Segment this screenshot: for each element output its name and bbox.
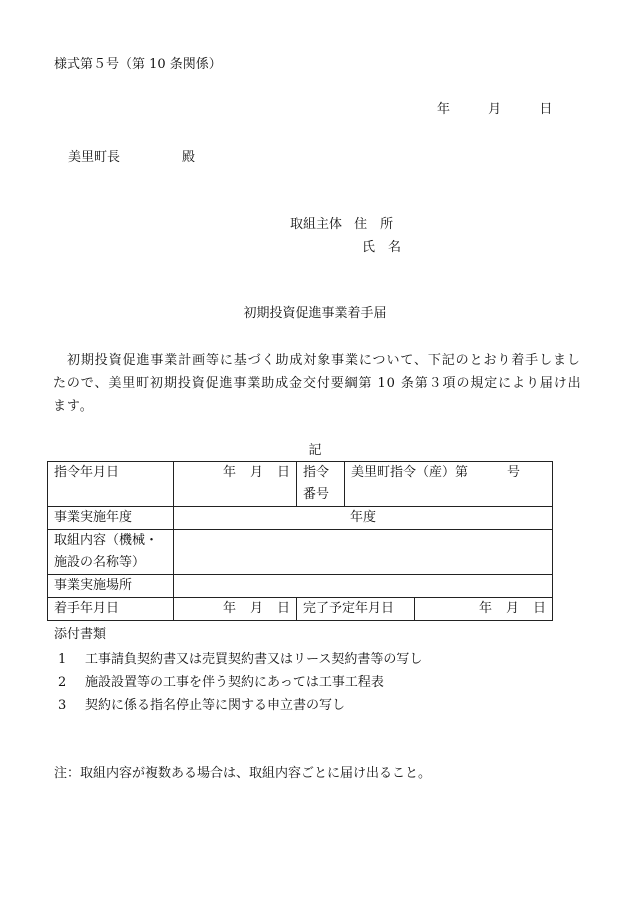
location-label: 事業実施場所 [48, 575, 174, 598]
date-month: 月 [488, 102, 502, 117]
directive-date-label: 指令年月日 [48, 462, 174, 507]
date-day: 日 [539, 102, 553, 117]
fiscal-year-label: 事業実施年度 [48, 507, 174, 530]
fiscal-year-value[interactable]: 年度 [174, 507, 553, 530]
footnote: 注：取組内容が複数ある場合は、取組内容ごとに届け出ること。 [54, 766, 432, 781]
attachments-heading: 添付書類 [54, 627, 107, 642]
applicant-entity: 取組主体 [290, 217, 343, 232]
table-row [48, 530, 553, 575]
table-row [48, 507, 553, 530]
list-item: 3 契約に係る指名停止等に関する申立書の写し [58, 698, 346, 713]
addressee-honorific: 殿 [182, 150, 196, 165]
start-date-label: 着手年月日 [48, 598, 174, 621]
addressee [68, 150, 195, 166]
start-date-value[interactable]: 年 月 日 [174, 598, 297, 621]
table-row [48, 462, 553, 507]
table-row [48, 575, 553, 598]
applicant-name-label: 氏 名 [362, 240, 402, 255]
body-paragraph: 初期投資促進事業計画等に基づく助成対象事業について、下記のとおり着手しましたので、美里町初期投資促進事業助成金交付要綱第 10 条第３項の規定により届け出ます。 [53, 353, 582, 414]
content-value[interactable] [174, 530, 553, 575]
form-number: 様式第５号（第 10 条関係） [54, 57, 222, 72]
ki-heading: 記 [308, 443, 322, 458]
directive-date-value[interactable]: 年 月 日 [174, 462, 297, 507]
details-table [47, 461, 553, 621]
directive-no-label: 指令 番号 [297, 462, 345, 507]
list-item: 1 工事請負契約書又は売買契約書又はリース契約書等の写し [58, 652, 423, 667]
content-label: 取組内容（機械・ 施設の名称等） [48, 530, 174, 575]
submission-date [437, 102, 552, 118]
document-title: 初期投資促進事業着手届 [243, 306, 387, 321]
completion-date-label: 完了予定年月日 [297, 598, 415, 621]
applicant-block [290, 217, 393, 233]
location-value[interactable] [174, 575, 553, 598]
date-year: 年 [437, 102, 451, 117]
completion-date-value[interactable]: 年 月 日 [415, 598, 553, 621]
addressee-name: 美里町長 [68, 150, 121, 165]
directive-no-value[interactable]: 美里町指令（産）第 号 [345, 462, 553, 507]
table-row [48, 598, 553, 621]
applicant-address-label: 住 所 [354, 217, 394, 232]
list-item: 2 施設設置等の工事を伴う契約にあっては工事工程表 [58, 675, 384, 690]
